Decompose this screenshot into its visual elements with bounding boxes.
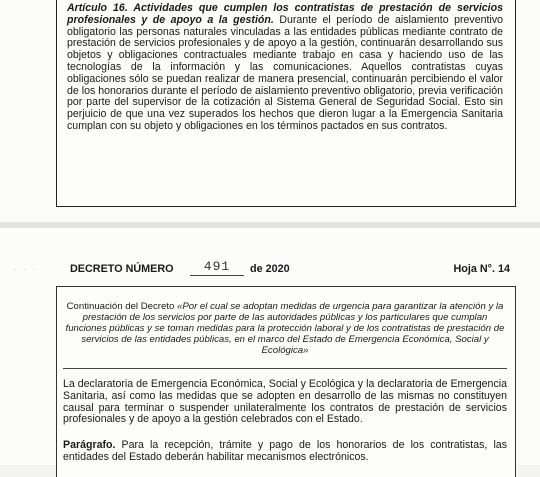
decree-label: DECRETO NÚMERO	[70, 263, 174, 275]
paragraph-2-label: Parágrafo.	[63, 439, 116, 451]
decree-content-box	[56, 286, 516, 477]
upper-page	[0, 0, 540, 222]
paragraph-2	[63, 440, 507, 464]
article-16-heading: Artículo 16. Actividades que cumplen los contratistas de prestación de servicios profesionales y de apoyo a la gestión.	[67, 2, 503, 26]
scan-dots: · · ·	[14, 264, 38, 274]
article-16-box	[56, 0, 516, 207]
continuation-title: «Por el cual se adoptan medidas de urgencia para garantizar la atención y la prestación de los servicios por parte de las autoridades públicas y los particulares que cumplan funciones públicas y se toman medidas para la protección laboral y de los contratistas de prestación de servicios de las entidades públicas, en el marco del Estado de Emergencia Económica, Social y Ecológica»	[65, 301, 505, 356]
article-16	[67, 3, 503, 133]
article-16-body: Durante el período de aislamiento preventivo obligatorio las personas naturales vinculadas a las entidades públicas mediante contrato de prestación de servicios profesionales y de apoyo a la gestión, continuarán desarrollando sus objetos y obligaciones contractuales mediante trabajo en casa y haciendo uso de las tecnologías de la información y las comunicaciones. Aquellos contratistas cuyas obligaciones sólo se puedan realizar de manera presencial, continuarán percibiendo el valor de los honorarios durante el período de aislamiento preventivo obligatorio, previa verificación por parte del supervisor de la cotización al Sistema General de Seguridad Social. Esto sin perjuicio de que una vez superados los hechos que dieron lugar a la Emergencia Sanitaria cumplan con su objeto y obligaciones en los términos pactados en sus contratos.	[67, 13, 504, 132]
divider-line	[63, 368, 507, 369]
continuation-lead: Continuación del Decreto	[66, 301, 175, 312]
decree-number: 491	[190, 259, 244, 276]
page-number: Hoja N°. 14	[453, 263, 510, 275]
decree-year: de 2020	[250, 263, 290, 275]
decree-header	[70, 260, 510, 278]
paragraph-1: La declaratoria de Emergencia Económica, Social y Ecológica y la declaratoria de Emergencia Sanitaria, así como las medidas que se adopten en desarrollo de las mismas no constituyen causal para terminar o suspender unilateralmente los contratos de prestación de servicios profesionales y de apoyo a la gestión celebrados con el Estado.	[63, 378, 507, 426]
paragraph-2-text: Para la recepción, trámite y pago de los honorarios de los contratistas, las entidades del Estado deberán habilitar mecanismos electrónicos.	[63, 439, 508, 463]
lower-page	[0, 228, 540, 465]
continuation-block	[63, 301, 507, 356]
